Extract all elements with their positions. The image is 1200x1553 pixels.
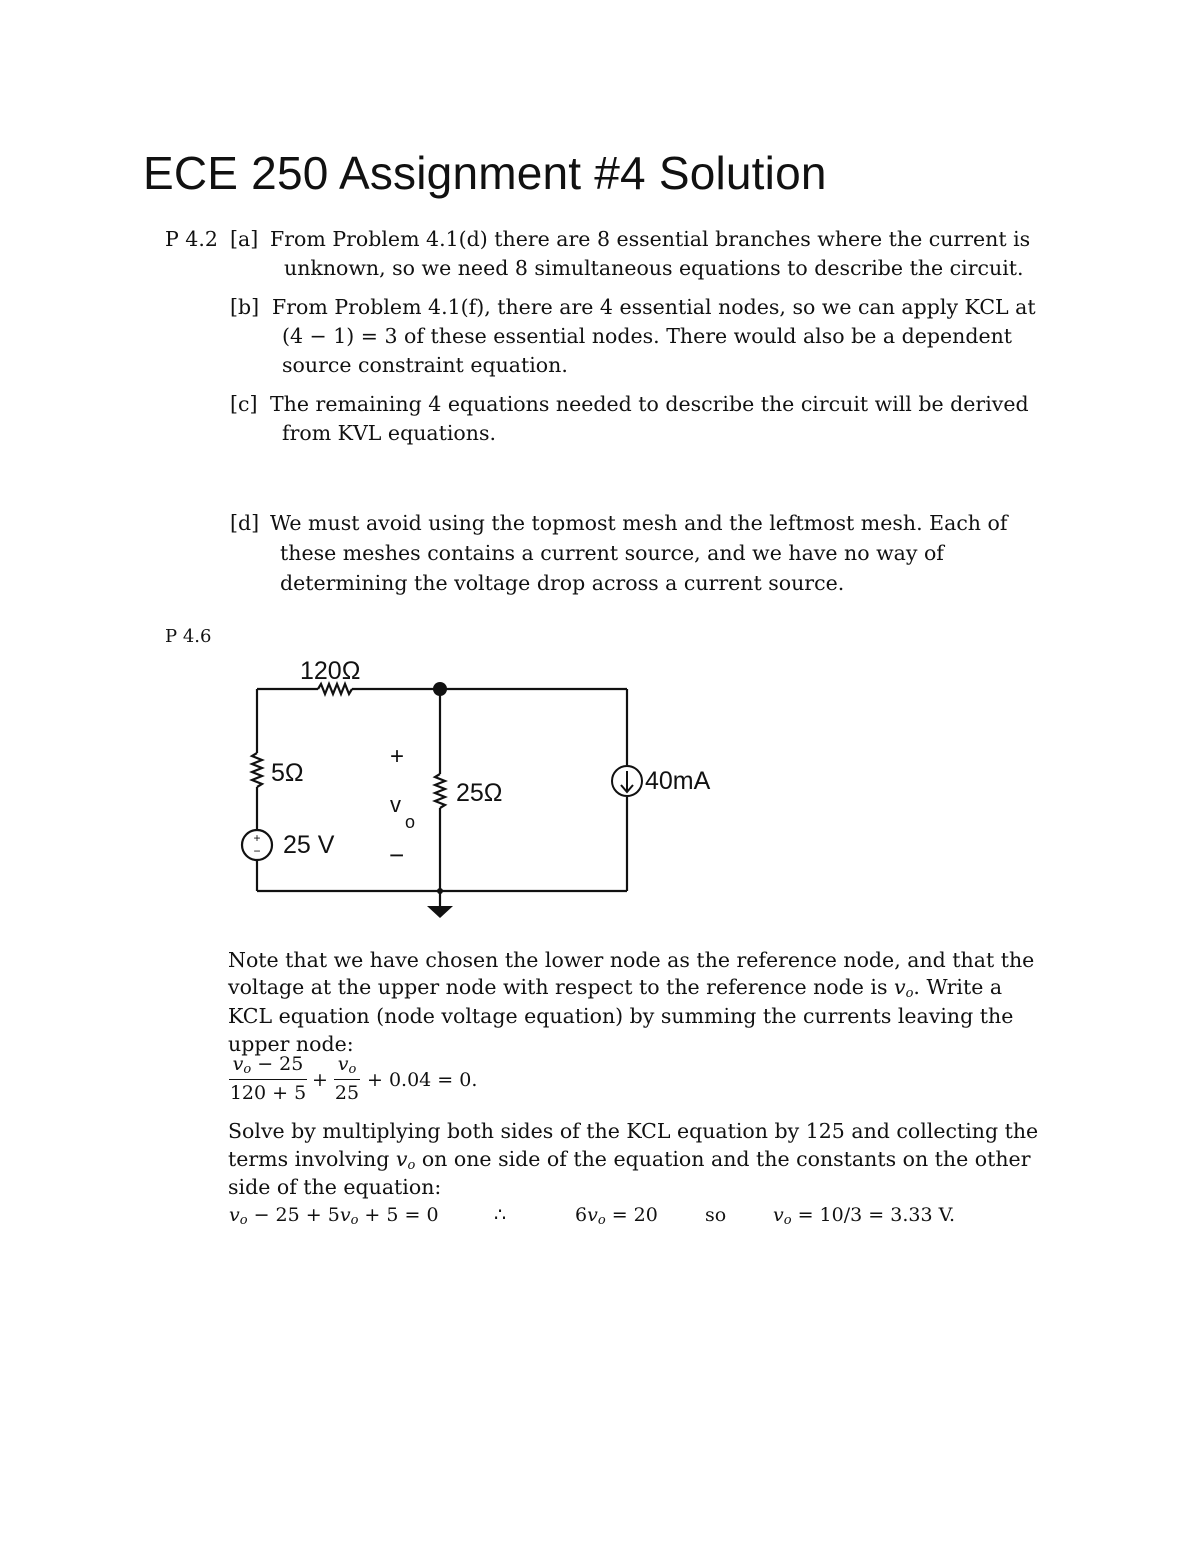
part-c-line1: The remaining 4 equations needed to describe the circuit will be derived (270, 392, 1029, 416)
solve-line2: terms involving $v_o$ on one side of the equation and the constants on the other (228, 1147, 1031, 1173)
circuit-diagram (0, 640, 1200, 970)
vo-minus: − (389, 840, 405, 870)
part-a-line1: From Problem 4.1(d) there are 8 essential branches where the current is (270, 227, 1031, 251)
part-d-line1: We must avoid using the topmost mesh and the leftmost mesh. Each of (270, 511, 1008, 535)
solve-line3: side of the equation: (228, 1175, 442, 1199)
v-source-label: 25 V (283, 831, 335, 859)
vo-plus: + (390, 743, 405, 770)
r-left-label: 5Ω (271, 759, 304, 787)
part-b-line3: source constraint equation. (282, 353, 568, 377)
part-d-line3: determining the voltage drop across a current source. (280, 571, 845, 595)
part-a-tag: [a] (230, 227, 259, 251)
resistor-5-symbol (252, 753, 262, 787)
r-mid-label: 25Ω (456, 779, 503, 807)
note-line1: Note that we have chosen the lower node as the reference node, and that the (228, 948, 1035, 972)
resistor-120-symbol (318, 684, 352, 694)
part-d-tag: [d] (230, 511, 260, 535)
page-title: ECE 250 Assignment #4 Solution (143, 147, 827, 199)
i-source-label: 40mA (645, 767, 711, 795)
vo-label: v (390, 792, 401, 817)
note-line3: KCL equation (node voltage equation) by summing the currents leaving the (228, 1004, 1014, 1028)
problem-label-p46: P 4.6 (165, 626, 212, 647)
part-a-line2: unknown, so we need 8 simultaneous equations to describe the circuit. (284, 256, 1024, 280)
r-top-label: 120Ω (300, 657, 361, 685)
note-line4: upper node: (228, 1032, 354, 1056)
part-c-line2: from KVL equations. (282, 421, 496, 445)
part-d-line2: these meshes contains a current source, and we have no way of (280, 541, 944, 565)
svg-text:−: − (253, 844, 261, 858)
part-c-tag: [c] (230, 392, 258, 416)
resistor-25-symbol (435, 774, 445, 808)
upper-node-dot (433, 682, 447, 696)
vo-subscript: o (405, 812, 416, 832)
svg-text:+: + (253, 831, 261, 845)
problem-label-p42: P 4.2 (165, 227, 218, 251)
part-b-line2: (4 − 1) = 3 of these essential nodes. There would also be a dependent (282, 324, 1013, 348)
note-line2: voltage at the upper node with respect to the reference node is $v_o$. Write a (228, 975, 1003, 1001)
part-b-line1: From Problem 4.1(f), there are 4 essential nodes, so we can apply KCL at (272, 295, 1036, 319)
ground-icon (427, 906, 453, 918)
part-b-tag: [b] (230, 295, 260, 319)
solve-line1: Solve by multiplying both sides of the KCL equation by 125 and collecting the (228, 1119, 1039, 1143)
